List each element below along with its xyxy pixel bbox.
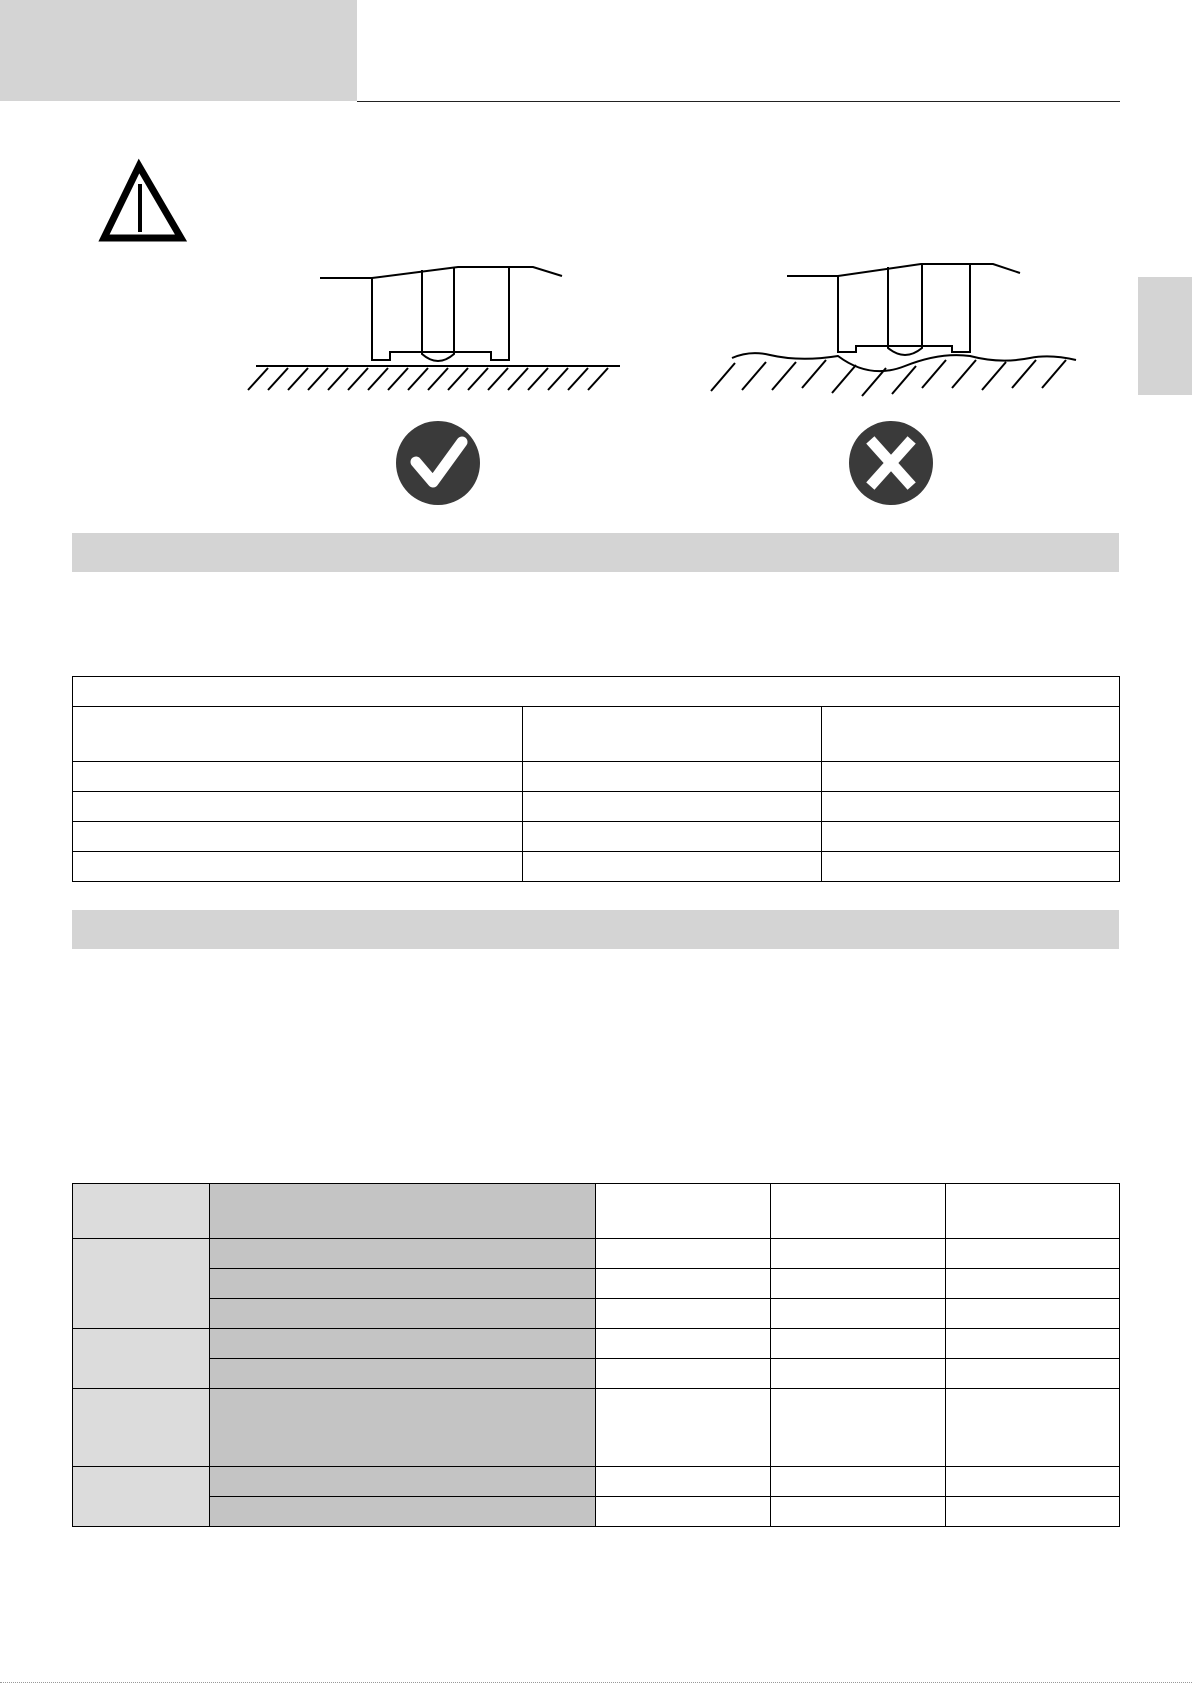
table-row	[73, 1359, 1120, 1389]
flat-surface-drawing	[248, 267, 620, 390]
table-row	[73, 792, 1120, 822]
x-circle-icon	[849, 421, 933, 505]
table-row	[73, 852, 1120, 882]
table-title-cell	[73, 677, 1120, 707]
table-header-row	[73, 1184, 1120, 1239]
uneven-surface-drawing	[711, 264, 1076, 396]
header-rule	[357, 101, 1120, 102]
operation-table	[72, 1183, 1120, 1527]
table-row	[73, 1497, 1120, 1527]
installation-illustration	[0, 140, 1192, 520]
table-row	[73, 1467, 1120, 1497]
table-row	[73, 1269, 1120, 1299]
table-row	[73, 1329, 1120, 1359]
table-row	[73, 1239, 1120, 1269]
table-row	[73, 1299, 1120, 1329]
table-row	[73, 1389, 1120, 1467]
table-header-row	[73, 707, 1120, 762]
specification-table	[72, 676, 1120, 882]
page-bottom-edge	[0, 1682, 1192, 1683]
header-block	[0, 0, 357, 101]
table-row	[73, 762, 1120, 792]
warning-triangle-icon	[104, 166, 181, 238]
check-circle-icon	[396, 421, 480, 505]
section-heading-bar	[72, 910, 1119, 949]
section-heading-bar	[72, 533, 1119, 572]
table-row	[73, 822, 1120, 852]
